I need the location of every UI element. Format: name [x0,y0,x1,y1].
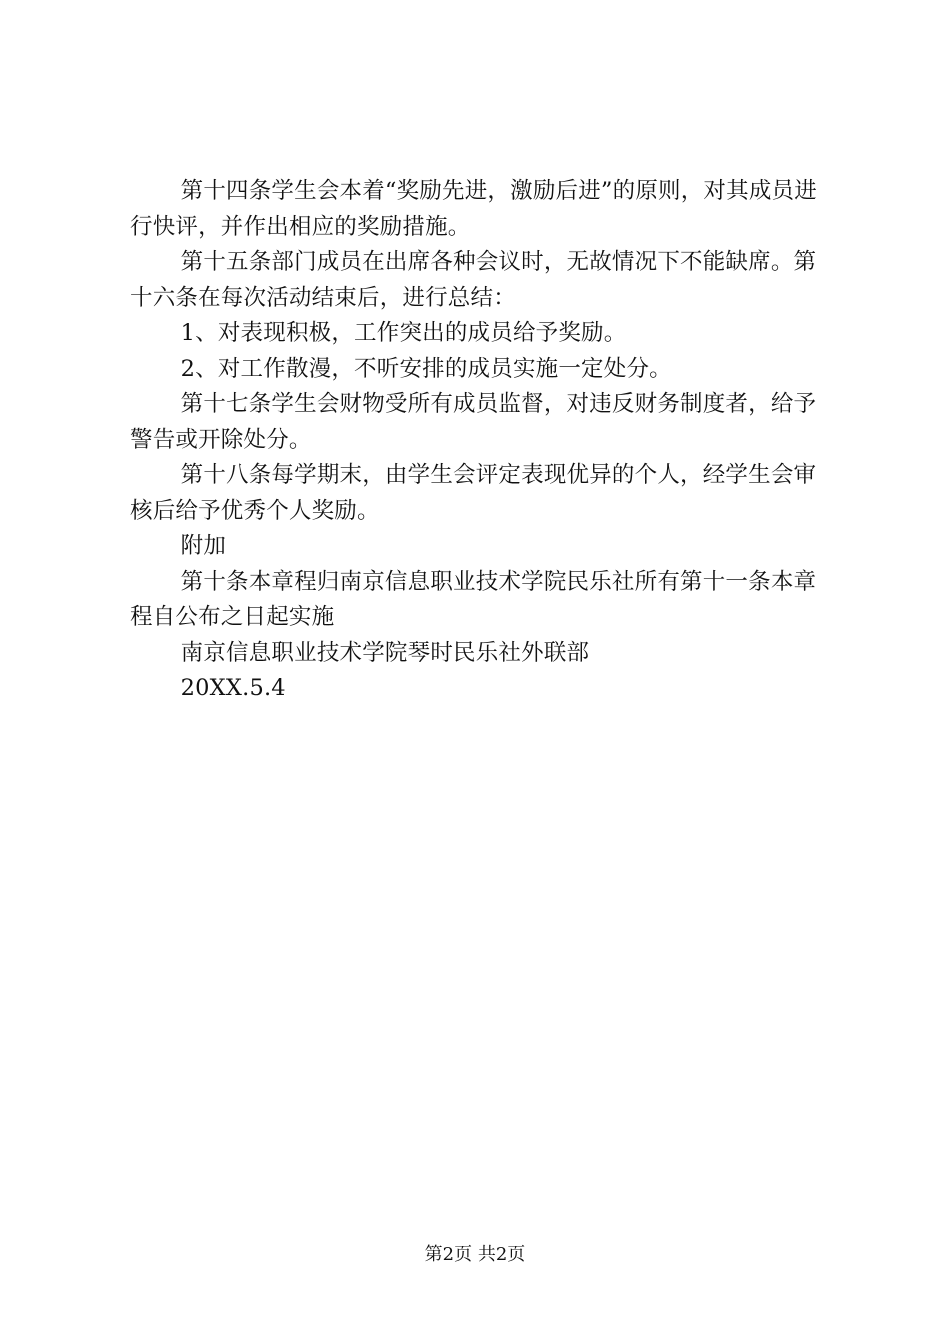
document-body [130,174,830,707]
document-date: 20XX.5.4 [180,675,286,701]
issuer-signature: 南京信息职业技术学院琴时民乐社外联部 [180,639,590,666]
article-18-paragraph: 第十八条每学期末，由学生会评定表现优异的个人，经学生会审核后给予优秀个人奖励。 [130,462,817,524]
article-14-paragraph: 第十四条学生会本着“奖励先进，激励后进”的原则，对其成员进行快评，并作出相应的奖励措施。 [130,178,817,240]
article-10-11-paragraph: 第十条本章程归南京信息职业技术学院民乐社所有第十一条本章程自公布之日起实施 [130,568,817,630]
list-item-reward: 1、对表现积极，工作突出的成员给予奖励。 [180,320,627,346]
article-17-paragraph: 第十七条学生会财物受所有成员监督，对违反财务制度者，给予警告或开除处分。 [130,391,817,453]
article-15-16-paragraph: 第十五条部门成员在出席各种会议时，无故情况下不能缺席。第十六条在每次活动结束后，进行总结： [130,249,817,311]
page-number-footer: 第2页 共2页 [424,1244,526,1265]
appendix-heading: 附加 [180,533,227,559]
list-item-penalty: 2、对工作散漫，不听安排的成员实施一定处分。 [180,355,672,382]
